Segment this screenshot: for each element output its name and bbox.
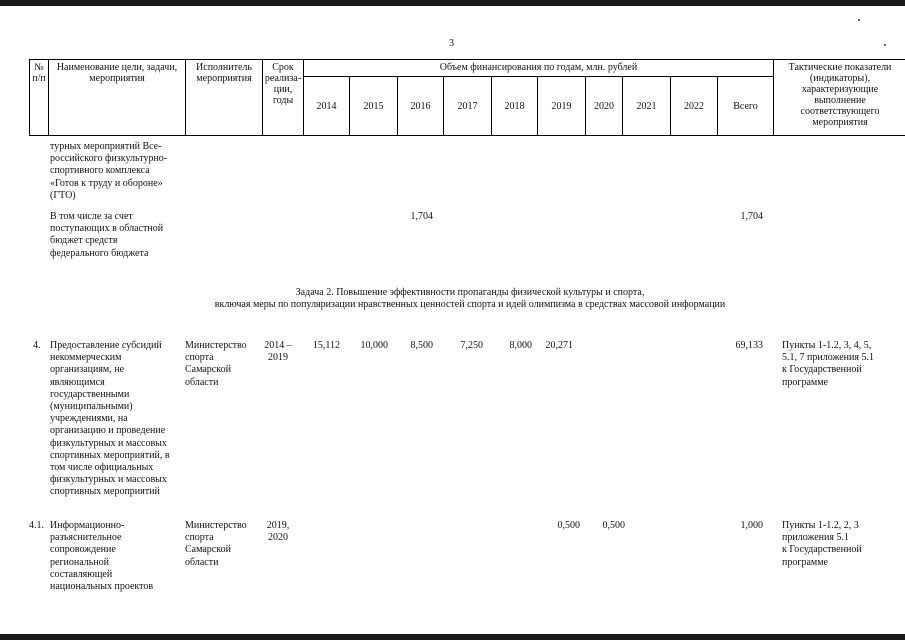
header-year-2017: 2017 [444, 77, 492, 136]
header-executor: Исполнитель мероприятия [186, 60, 263, 136]
row41-total: 1,000 [740, 520, 763, 531]
header-funding: Объем финансирования по годам, млн. рублей [304, 60, 774, 77]
federal-row-2016: 1,704 [410, 211, 433, 222]
row4-2018: 8,000 [509, 340, 532, 351]
page-number: 3 [449, 38, 454, 49]
row4-2014: 15,112 [312, 340, 340, 351]
header-name: Наименование цели, задачи, мероприятия [49, 60, 186, 136]
row41-indicators: Пункты 1-1.2, 2, 3 приложения 5.1 к Государственной программе [782, 520, 862, 568]
row41-executor: Министерство спорта Самарской области [185, 520, 247, 568]
row4-name: Предоставление субсидий некоммерческим организациям, не являющимся государственными (муниципальными) учреждениями, на организацию и проведение физкультурных и массовых спортивных мероприятий, в том числе официальных физкультурных и массовых спортивных мероприятий [50, 340, 170, 498]
header-total: Всего [718, 77, 774, 136]
row4-number: 4. [33, 340, 41, 351]
row4-2017: 7,250 [460, 340, 483, 351]
row4-2016: 8,500 [410, 340, 433, 351]
row41-2020: 0,500 [602, 520, 625, 531]
row41-term: 2019, 2020 [266, 520, 290, 544]
header-no: № п/п [30, 60, 49, 136]
federal-row-name: В том числе за счет поступающих в областной бюджет средств федерального бюджета [50, 211, 164, 259]
row41-2019: 0,500 [557, 520, 580, 531]
header-year-2020: 2020 [586, 77, 623, 136]
header-term: Срок реализа-ции, годы [263, 60, 304, 136]
task2-line1: Задача 2. Повышение эффективности пропаганды физической культуры и спорта, [295, 287, 645, 298]
header-indicators: Тактические показатели (индикаторы), характеризующие выполнение соответствующего мероприятия [774, 60, 905, 136]
continuation-text: турных мероприятий Все- российского физкультурно- спортивного комплекса «Готов к труду и обороне» (ГТО) [50, 141, 168, 201]
row4-2019: 20,271 [545, 340, 573, 351]
row4-indicators: Пункты 1-1.2, 3, 4, 5, 5.1, 7 приложения 5.1 к Государственной программе [782, 340, 874, 388]
header-year-2015: 2015 [350, 77, 398, 136]
row4-executor: Министерство спорта Самарской области [185, 340, 247, 388]
header-year-2019: 2019 [538, 77, 586, 136]
scan-speck [884, 44, 886, 46]
scan-speck [858, 19, 860, 21]
top-scan-border [0, 0, 905, 6]
row4-total: 69,133 [735, 340, 763, 351]
header-year-2022: 2022 [671, 77, 718, 136]
header-year-2018: 2018 [492, 77, 538, 136]
bottom-scan-border [0, 634, 905, 640]
row41-name: Информационно- разъяснительное сопровождение региональной составляющей национальных проектов [50, 520, 154, 593]
header-year-2014: 2014 [304, 77, 350, 136]
table-header [29, 59, 905, 136]
task2-line2: включая меры по популяризации нравственных ценностей спорта и идей олимпизма в средствах массовой информации [214, 299, 726, 310]
row4-2015: 10,000 [360, 340, 388, 351]
row41-number: 4.1. [29, 520, 44, 531]
row4-term: 2014 – 2019 [264, 340, 292, 364]
federal-row-total: 1,704 [740, 211, 763, 222]
header-year-2016: 2016 [398, 77, 444, 136]
header-year-2021: 2021 [623, 77, 671, 136]
